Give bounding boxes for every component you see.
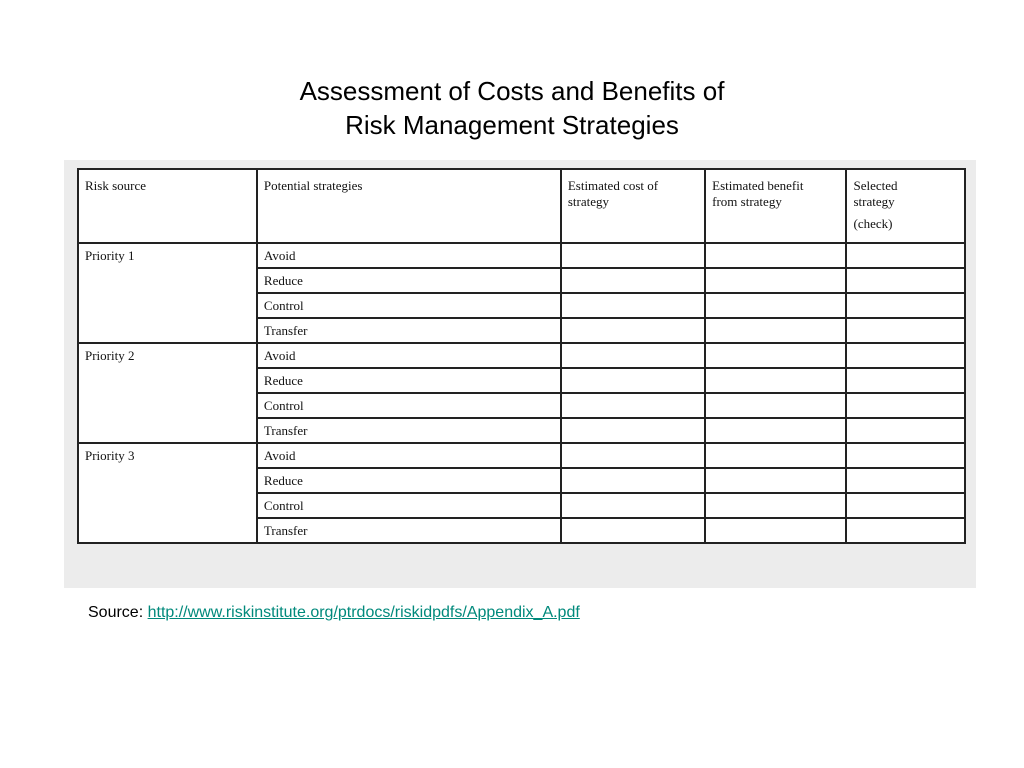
strategy-cell: Control bbox=[257, 393, 561, 418]
benefit-cell bbox=[705, 518, 846, 543]
selected-cell bbox=[846, 418, 965, 443]
source-label: Source: bbox=[88, 604, 144, 621]
selected-cell bbox=[846, 518, 965, 543]
cost-cell bbox=[561, 318, 705, 343]
cost-cell bbox=[561, 293, 705, 318]
table-row bbox=[78, 343, 965, 368]
selected-cell bbox=[846, 368, 965, 393]
cost-cell bbox=[561, 418, 705, 443]
strategy-cell: Transfer bbox=[257, 418, 561, 443]
cost-cell bbox=[561, 443, 705, 468]
cost-cell bbox=[561, 368, 705, 393]
benefit-cell bbox=[705, 293, 846, 318]
benefit-cell bbox=[705, 243, 846, 268]
selected-cell bbox=[846, 268, 965, 293]
priority-cell: Priority 3 bbox=[78, 443, 257, 543]
benefit-cell bbox=[705, 318, 846, 343]
slide-title bbox=[0, 74, 1024, 142]
strategy-cell: Reduce bbox=[257, 468, 561, 493]
benefit-cell bbox=[705, 443, 846, 468]
cost-cell bbox=[561, 343, 705, 368]
priority-cell: Priority 1 bbox=[78, 243, 257, 343]
cost-cell bbox=[561, 393, 705, 418]
selected-cell bbox=[846, 343, 965, 368]
strategy-cell: Transfer bbox=[257, 318, 561, 343]
benefit-cell bbox=[705, 368, 846, 393]
selected-cell bbox=[846, 243, 965, 268]
header-estimated-benefit: Estimated benefit from strategy bbox=[705, 169, 846, 243]
benefit-cell bbox=[705, 393, 846, 418]
selected-cell bbox=[846, 393, 965, 418]
cost-cell bbox=[561, 493, 705, 518]
table-row bbox=[78, 443, 965, 468]
strategy-cell: Control bbox=[257, 493, 561, 518]
strategy-cell: Control bbox=[257, 293, 561, 318]
strategy-cell: Avoid bbox=[257, 343, 561, 368]
benefit-cell bbox=[705, 343, 846, 368]
table-row bbox=[78, 243, 965, 268]
title-line-1: Assessment of Costs and Benefits of bbox=[299, 76, 725, 106]
strategy-cell: Reduce bbox=[257, 268, 561, 293]
selected-cell bbox=[846, 468, 965, 493]
benefit-cell bbox=[705, 468, 846, 493]
source-link[interactable]: http://www.riskinstitute.org/ptrdocs/riskidpdfs/Appendix_A.pdf bbox=[147, 604, 580, 621]
title-line-2: Risk Management Strategies bbox=[345, 110, 679, 140]
benefit-cell bbox=[705, 268, 846, 293]
cost-cell bbox=[561, 268, 705, 293]
selected-cell bbox=[846, 443, 965, 468]
strategy-cell: Avoid bbox=[257, 443, 561, 468]
header-estimated-cost: Estimated cost of strategy bbox=[561, 169, 705, 243]
source-note bbox=[88, 604, 580, 622]
priority-cell: Priority 2 bbox=[78, 343, 257, 443]
selected-cell bbox=[846, 318, 965, 343]
benefit-cell bbox=[705, 418, 846, 443]
risk-strategy-table bbox=[77, 168, 966, 544]
benefit-cell bbox=[705, 493, 846, 518]
table-body bbox=[78, 243, 965, 543]
cost-cell bbox=[561, 243, 705, 268]
strategy-cell: Avoid bbox=[257, 243, 561, 268]
selected-cell bbox=[846, 493, 965, 518]
table-header-row bbox=[78, 169, 965, 243]
strategy-cell: Reduce bbox=[257, 368, 561, 393]
strategy-cell: Transfer bbox=[257, 518, 561, 543]
selected-cell bbox=[846, 293, 965, 318]
cost-cell bbox=[561, 518, 705, 543]
header-potential-strategies: Potential strategies bbox=[257, 169, 561, 243]
header-selected-strategy: Selected strategy (check) bbox=[846, 169, 965, 243]
header-risk-source: Risk source bbox=[78, 169, 257, 243]
cost-cell bbox=[561, 468, 705, 493]
